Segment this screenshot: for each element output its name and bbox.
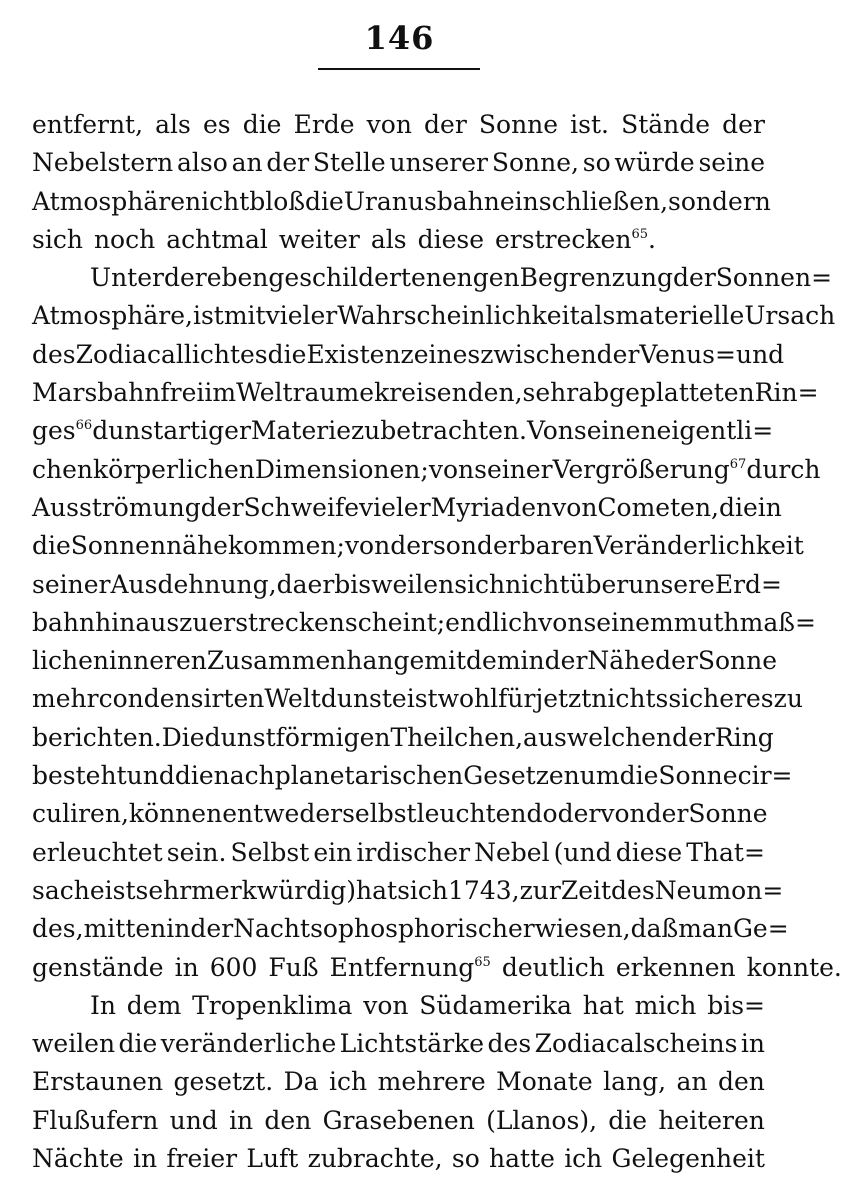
word: dunstartiger: [92, 416, 251, 446]
word: Neumon=: [654, 875, 784, 905]
word: bis=: [707, 990, 765, 1020]
footnote-marker: 67: [729, 456, 747, 472]
word: den: [264, 1105, 312, 1135]
word: zu: [773, 684, 803, 714]
word: so: [582, 148, 611, 178]
word: sein.: [166, 837, 227, 867]
word: Ge=: [732, 914, 789, 944]
word: hat: [582, 990, 624, 1020]
word: Materie: [250, 416, 352, 446]
word: dem: [126, 990, 182, 1020]
word: Ring: [714, 722, 774, 752]
word: die: [608, 1105, 648, 1135]
word: in: [166, 914, 191, 944]
word: vieler: [265, 301, 338, 331]
word: daß: [630, 914, 679, 944]
word: frei: [160, 378, 205, 408]
word: (und: [553, 837, 612, 867]
word: mitten: [83, 914, 167, 944]
word: entweder: [222, 799, 343, 829]
word: Erde: [293, 110, 355, 139]
word: zubrachte,: [307, 1144, 443, 1174]
word: die: [174, 761, 214, 791]
footnote-marker: 66: [75, 418, 93, 434]
text-line: [32, 604, 816, 642]
word: Südamerika: [419, 990, 572, 1020]
word: 600: [209, 952, 258, 982]
text-line: [32, 642, 778, 680]
word: Atmosphäre,: [32, 301, 193, 331]
word: genstände: [32, 952, 164, 982]
word: Ausdehnung,: [110, 569, 277, 599]
word: vieler: [359, 492, 431, 522]
word: hinaus: [95, 607, 180, 637]
word: 1743,: [448, 875, 520, 905]
word: konnte.: [746, 952, 842, 982]
word: Ursach: [744, 301, 836, 331]
word: Sonnen=: [715, 263, 833, 293]
word: und: [169, 1105, 218, 1135]
word: Schweife: [243, 492, 359, 522]
word: Sonne: [658, 761, 738, 791]
word: ges$^{66}$: [32, 416, 93, 446]
word: seiner: [32, 569, 111, 599]
word: die: [305, 186, 344, 216]
word: That=: [686, 837, 765, 867]
word: mit: [223, 301, 266, 331]
text-line: [32, 451, 821, 489]
text-line: [32, 144, 765, 182]
text-line: [32, 527, 804, 565]
word: als: [579, 301, 616, 331]
word: sonderbaren: [432, 531, 594, 561]
word: und: [126, 761, 175, 791]
word: Marsbahn: [32, 378, 161, 408]
word: Existenz: [306, 339, 414, 369]
word: Dimensionen;: [254, 454, 429, 484]
word: ist.: [570, 110, 609, 139]
word: seine: [698, 148, 765, 178]
word: irdischer: [356, 837, 471, 867]
word: der: [655, 646, 698, 676]
word: Weltraume: [236, 378, 375, 408]
text-line: [32, 1140, 765, 1178]
word: einschließen,: [499, 186, 669, 216]
text-line: [32, 757, 793, 795]
word: engen: [441, 263, 520, 293]
word: des,: [32, 914, 84, 944]
word: des: [611, 875, 655, 905]
word: die: [719, 492, 758, 522]
word: von: [344, 531, 391, 561]
word: der: [672, 722, 715, 752]
word: Gelegenheit: [611, 1144, 765, 1174]
word: an: [231, 148, 263, 178]
text-line: [32, 1025, 765, 1063]
word: Flußufern: [32, 1105, 159, 1135]
text-line: [32, 106, 765, 144]
word: seiner: [474, 454, 553, 484]
word: so: [451, 1144, 480, 1174]
word: in: [174, 952, 199, 982]
word: Die: [161, 722, 205, 752]
word: (Llanos),: [486, 1105, 598, 1135]
word: selbstleuchtend: [342, 799, 543, 829]
word: für: [498, 684, 536, 714]
word: eigentli=: [656, 416, 774, 446]
page-number: 146: [364, 19, 435, 57]
word: durch: [746, 454, 821, 484]
text-line: [32, 1102, 765, 1140]
word: in: [229, 1105, 254, 1135]
word: Zodiacallichtes: [75, 339, 268, 369]
word: kreisenden,: [374, 378, 523, 408]
footnote-marker: 65: [631, 226, 648, 242]
word: phosphorisch: [337, 914, 508, 944]
word: der: [200, 492, 244, 522]
word: die: [267, 339, 307, 369]
word: nicht: [185, 186, 250, 216]
word: sache: [32, 875, 105, 905]
word: man: [678, 914, 733, 944]
text-line: [32, 412, 774, 450]
word: der: [390, 531, 433, 561]
word: kommen;: [227, 531, 345, 561]
word: Sonne: [688, 799, 768, 829]
word: Nebel: [474, 837, 550, 867]
text-line: [32, 719, 774, 757]
word: wohl: [437, 684, 499, 714]
word: mehr: [32, 684, 99, 714]
word: unserer: [389, 148, 489, 178]
word: Nebelstern: [32, 148, 174, 178]
word: abgeplatteten: [578, 378, 755, 408]
word: dunstförmigen: [204, 722, 391, 752]
word: Zodiacalscheins: [534, 1029, 738, 1059]
word: in: [132, 1144, 158, 1174]
word: die: [242, 110, 282, 139]
word: entfernt,: [32, 110, 144, 139]
word: Begrenzung: [519, 263, 674, 293]
word: dem: [466, 646, 521, 676]
word: der: [544, 646, 588, 676]
word: sicheres: [668, 684, 774, 714]
word: Nacht: [233, 914, 311, 944]
word: oder: [542, 799, 601, 829]
word: sich: [454, 569, 506, 599]
word: in: [520, 646, 545, 676]
word: sich: [32, 224, 83, 254]
word: Cometen,: [597, 492, 719, 522]
word: ist: [192, 301, 224, 331]
header-rule: [318, 68, 480, 70]
text-line: [32, 834, 765, 872]
text-line: [32, 680, 803, 718]
word: noch: [93, 224, 156, 254]
word: der: [424, 110, 467, 139]
word: an: [676, 1067, 708, 1097]
word: der: [596, 339, 640, 369]
word: Unter: [90, 263, 164, 293]
word: sehr: [522, 378, 579, 408]
word: Luft: [246, 1144, 299, 1174]
word: zur: [519, 875, 561, 905]
word: erkennen: [615, 952, 736, 982]
word: nach: [213, 761, 275, 791]
word: erstrecken: [208, 607, 345, 637]
word: im: [204, 378, 237, 408]
word: materielle: [615, 301, 745, 331]
word: Sonne: [697, 646, 778, 676]
word: merkwürdig): [191, 875, 357, 905]
text-line: [32, 374, 819, 412]
word: zwischen: [480, 339, 597, 369]
word: in: [757, 492, 782, 522]
word: der: [266, 148, 310, 178]
word: Rin=: [754, 378, 819, 408]
word: bisweilen: [334, 569, 455, 599]
word: lang,: [603, 1067, 667, 1097]
text-line: [32, 221, 765, 259]
footnote-marker: 65: [474, 954, 491, 970]
word: welchen: [566, 722, 673, 752]
word: Fuß: [268, 952, 319, 982]
word: diese: [417, 224, 485, 254]
word: veränderliche: [160, 1029, 337, 1059]
word: berichten.: [32, 722, 162, 752]
word: über: [569, 569, 629, 599]
word: Nächte: [32, 1144, 124, 1174]
text-line: [32, 795, 768, 833]
word: besteht: [32, 761, 127, 791]
text-line: [32, 183, 771, 221]
text-line: [32, 910, 789, 948]
text-line: [32, 336, 785, 374]
word: Veränderlichkeit: [593, 531, 804, 561]
word: Da: [283, 1067, 319, 1097]
word: weiter: [278, 224, 360, 254]
word: seinen: [573, 416, 657, 446]
word: sehr: [135, 875, 192, 905]
word: Wahrscheinlichkeit: [337, 301, 580, 331]
word: von: [363, 990, 409, 1020]
word: endlich: [445, 607, 539, 637]
word: sich: [397, 875, 449, 905]
word: von: [538, 607, 584, 637]
word: seinem: [583, 607, 674, 637]
word: zu: [179, 607, 209, 637]
body-text: [32, 106, 842, 1178]
word: cir=: [737, 761, 793, 791]
word: zu: [351, 416, 381, 446]
word: muthmaß=: [673, 607, 816, 637]
word: unsere: [628, 569, 715, 599]
word: In: [90, 990, 116, 1020]
word: condensirten: [98, 684, 265, 714]
word: der: [645, 799, 689, 829]
word: lichen: [32, 646, 109, 676]
text-line: [32, 566, 782, 604]
word: nicht: [505, 569, 570, 599]
word: um: [579, 761, 620, 791]
word: mehrere: [377, 1067, 486, 1097]
word: Stelle: [312, 148, 386, 178]
word: erleuchtet: [32, 837, 163, 867]
word: bahn: [32, 607, 96, 637]
word: inneren: [109, 646, 207, 676]
word: in: [740, 1029, 765, 1059]
word: des: [32, 339, 76, 369]
word: eines: [413, 339, 481, 369]
word: erwiesen,: [508, 914, 631, 944]
word: achtmal: [166, 224, 268, 254]
word: Entfernung$^{65}$: [329, 952, 491, 982]
word: Myriaden: [430, 492, 553, 522]
word: Zusammenhange: [206, 646, 425, 676]
word: geschilderten: [268, 263, 442, 293]
text-line: [32, 1063, 765, 1101]
word: würde: [614, 148, 695, 178]
word: Gesetzen: [463, 761, 580, 791]
word: den: [717, 1067, 765, 1097]
word: als: [370, 224, 407, 254]
word: gesetzt.: [173, 1067, 274, 1097]
word: und: [735, 339, 785, 369]
word: ist: [406, 684, 438, 714]
word: der: [722, 110, 765, 139]
text-line: [32, 297, 836, 335]
word: von: [600, 799, 646, 829]
word: ich: [564, 1144, 603, 1174]
word: Vergrößerung$^{67}$: [552, 454, 747, 484]
word: der: [163, 263, 207, 293]
word: hatte: [489, 1144, 555, 1174]
word: die: [118, 1029, 158, 1059]
word: deutlich: [501, 952, 605, 982]
word: Sonne,: [491, 148, 579, 178]
word: bloß: [249, 186, 306, 216]
word: Uranusbahn: [343, 186, 500, 216]
word: Erstaunen: [32, 1067, 164, 1097]
word: weilen: [32, 1029, 116, 1059]
word: betrachten.: [380, 416, 527, 446]
word: planetarischen: [274, 761, 464, 791]
word: Tropenklima: [192, 990, 353, 1020]
word: aus: [523, 722, 567, 752]
word: scheint;: [344, 607, 446, 637]
word: der: [673, 263, 716, 293]
word: können: [128, 799, 223, 829]
word: Stände: [621, 110, 711, 139]
word: Sonne: [478, 110, 559, 139]
word: Weltdunste: [264, 684, 407, 714]
text-line: [32, 872, 784, 910]
word: Grasebenen: [322, 1105, 475, 1135]
word: Venus=: [639, 339, 736, 369]
word: von: [552, 492, 598, 522]
word: er: [307, 569, 335, 599]
word: Selbst: [230, 837, 310, 867]
word: des: [487, 1029, 532, 1059]
word: heiteren: [658, 1105, 765, 1135]
word: da: [276, 569, 308, 599]
word: sondern: [668, 186, 771, 216]
word: Sonnennähe: [70, 531, 228, 561]
word: körperlichen: [93, 454, 255, 484]
word: culiren,: [32, 799, 129, 829]
word: Von: [527, 416, 574, 446]
word: die: [619, 761, 659, 791]
word: erstrecken$^{65}$.: [495, 224, 656, 254]
text-line: [32, 987, 765, 1025]
word: hat: [356, 875, 398, 905]
word: ich: [329, 1067, 368, 1097]
word: mich: [634, 990, 697, 1020]
word: die: [32, 531, 71, 561]
word: nichts: [591, 684, 669, 714]
word: also: [176, 148, 228, 178]
text-line: [32, 489, 782, 527]
word: so: [310, 914, 338, 944]
text-line: [32, 259, 833, 297]
word: Theilchen,: [390, 722, 524, 752]
word: von: [366, 110, 412, 139]
text-line: [32, 949, 842, 987]
word: Lichtstärke: [339, 1029, 485, 1059]
word: als: [155, 110, 191, 139]
word: diese: [615, 837, 683, 867]
word: ist: [104, 875, 136, 905]
word: Nähe: [587, 646, 656, 676]
word: der: [190, 914, 234, 944]
word: Monate: [496, 1067, 593, 1097]
word: Zeit: [560, 875, 612, 905]
word: Atmosphäre: [32, 186, 186, 216]
word: mit: [424, 646, 467, 676]
word: freier: [166, 1144, 238, 1174]
word: Erd=: [714, 569, 782, 599]
word: von: [428, 454, 475, 484]
word: Ausströmung: [32, 492, 201, 522]
word: chen: [32, 454, 93, 484]
word: jetzt: [535, 684, 592, 714]
word: ein: [313, 837, 353, 867]
word: es: [202, 110, 231, 139]
word: eben: [206, 263, 269, 293]
